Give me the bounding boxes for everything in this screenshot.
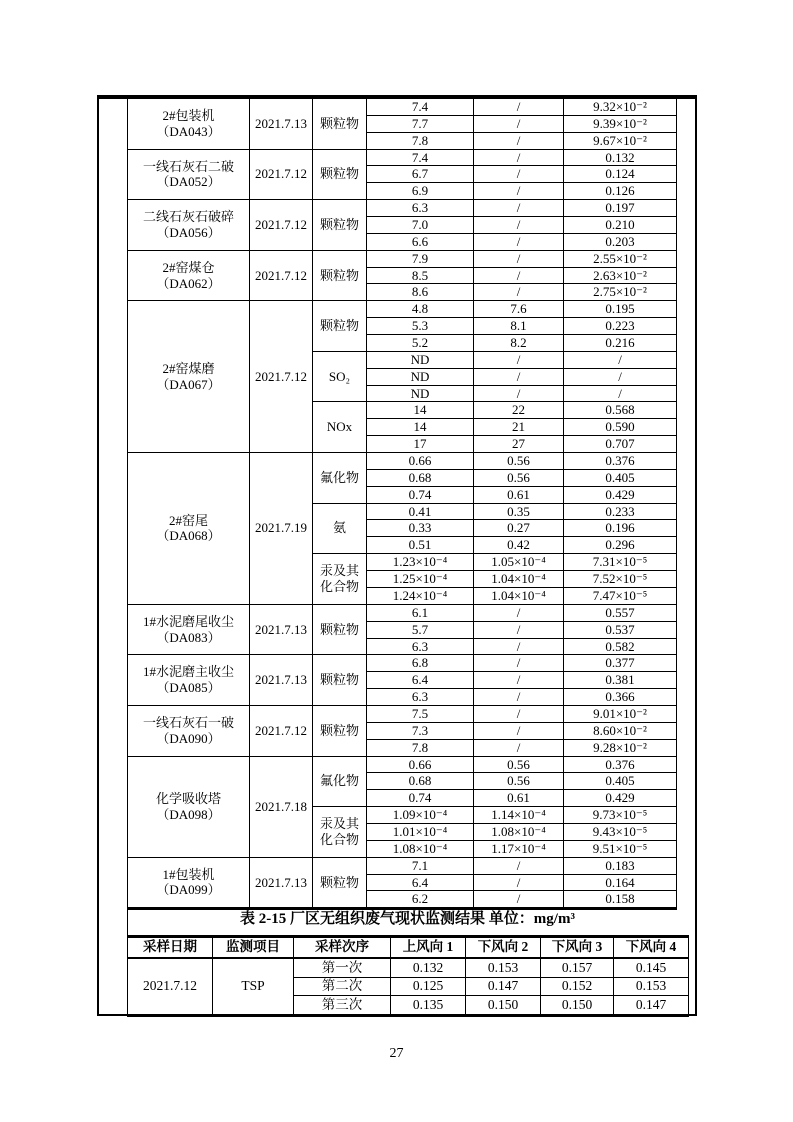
cell-line: （DA099） — [156, 882, 221, 898]
value-cell: 8.1 — [474, 318, 564, 335]
value-cell: / — [474, 267, 564, 284]
source-name-cell — [128, 301, 250, 453]
column-header-cell: 下风向 2 — [466, 937, 541, 959]
value-cell: 5.2 — [367, 335, 474, 352]
value-cell: 6.3 — [367, 689, 474, 706]
value-cell: 0.152 — [541, 977, 614, 996]
value-cell: / — [474, 217, 564, 234]
sampling-date-cell: 2021.7.13 — [250, 604, 313, 655]
value-cell: / — [474, 183, 564, 200]
pollutant-cell — [313, 402, 367, 453]
value-cell: / — [474, 857, 564, 874]
cell-line: 化学吸收塔 — [155, 790, 221, 806]
fugitive-data-row — [128, 958, 689, 977]
value-cell: 0.377 — [564, 655, 677, 672]
value-cell: 0.150 — [541, 996, 614, 1016]
value-cell: 0.203 — [564, 233, 677, 250]
cell-line: （DA056） — [156, 224, 221, 240]
value-cell: 7.8 — [367, 132, 474, 149]
value-cell: 7.8 — [367, 739, 474, 756]
value-cell: 7.47×10⁻⁵ — [564, 587, 677, 604]
sampling-date-cell: 2021.7.13 — [250, 857, 313, 909]
value-cell: 9.73×10⁻⁵ — [564, 807, 677, 824]
cell-line: 1#水泥磨尾收尘 — [142, 613, 234, 629]
value-cell: 0.376 — [564, 453, 677, 470]
sampling-date-cell: 2021.7.12 — [250, 705, 313, 756]
value-cell: 1.01×10⁻⁴ — [367, 823, 474, 840]
cell-line: 颗粒物 — [319, 166, 359, 182]
monitoring-row — [128, 250, 677, 267]
value-cell: 第三次 — [294, 996, 391, 1016]
cell-line: 2#窑煤仓 — [162, 259, 215, 275]
value-cell: 1.23×10⁻⁴ — [367, 554, 474, 571]
column-header-cell: 采样次序 — [294, 937, 391, 959]
sampling-date-cell: 2021.7.12 — [250, 301, 313, 453]
value-cell: 14 — [367, 402, 474, 419]
sampling-date-cell: 2021.7.12 — [250, 149, 313, 200]
value-cell: 0.233 — [564, 503, 677, 520]
value-cell: 0.707 — [564, 436, 677, 453]
value-cell: / — [564, 368, 677, 385]
value-cell: 0.51 — [367, 537, 474, 554]
cell-line: 氨 — [332, 520, 346, 536]
column-header-cell: 监测项目 — [213, 937, 294, 959]
pollutant-cell — [313, 200, 367, 251]
value-cell: 0.41 — [367, 503, 474, 520]
value-cell: / — [474, 874, 564, 891]
pollutant-cell — [313, 97, 367, 149]
value-cell: 7.4 — [367, 149, 474, 166]
value-cell: 1.14×10⁻⁴ — [474, 807, 564, 824]
value-cell: 0.42 — [474, 537, 564, 554]
value-cell: 0.56 — [474, 469, 564, 486]
value-cell: 0.68 — [367, 469, 474, 486]
value-cell: / — [474, 97, 564, 115]
value-cell: 2.55×10⁻² — [564, 250, 677, 267]
monitored-item-cell: TSP — [213, 958, 294, 1015]
value-cell: / — [474, 368, 564, 385]
value-cell: 27 — [474, 436, 564, 453]
monitoring-row — [128, 301, 677, 318]
column-header-cell: 采样日期 — [128, 937, 213, 959]
monitoring-row — [128, 705, 677, 722]
pollutant-cell — [313, 554, 367, 605]
value-cell: 1.08×10⁻⁴ — [474, 823, 564, 840]
pollutant-cell — [313, 756, 367, 807]
value-cell: / — [474, 638, 564, 655]
value-cell: 17 — [367, 436, 474, 453]
cell-line: 2#包装机 — [162, 107, 215, 123]
value-cell: 0.164 — [564, 874, 677, 891]
column-header-cell: 上风向 1 — [391, 937, 466, 959]
value-cell: 0.66 — [367, 756, 474, 773]
source-name-cell — [128, 655, 250, 706]
value-cell: 0.195 — [564, 301, 677, 318]
sampling-date-cell: 2021.7.12 — [250, 250, 313, 301]
value-cell: 0.557 — [564, 604, 677, 621]
value-cell: 0.366 — [564, 689, 677, 706]
value-cell: 8.2 — [474, 335, 564, 352]
value-cell: 7.31×10⁻⁵ — [564, 554, 677, 571]
cell-line: （DA085） — [156, 680, 221, 696]
source-name-cell — [128, 453, 250, 605]
monitoring-row — [128, 857, 677, 874]
value-cell: 6.3 — [367, 638, 474, 655]
cell-line: 氟化物 — [319, 469, 359, 485]
monitoring-row — [128, 655, 677, 672]
value-cell: 6.4 — [367, 672, 474, 689]
value-cell: 8.6 — [367, 284, 474, 301]
value-cell: 0.376 — [564, 756, 677, 773]
value-cell: 1.04×10⁻⁴ — [474, 587, 564, 604]
value-cell: / — [474, 891, 564, 909]
source-name-cell — [128, 857, 250, 909]
source-name-cell — [128, 250, 250, 301]
value-cell: 第二次 — [294, 977, 391, 996]
value-cell: 0.56 — [474, 453, 564, 470]
value-cell: 9.39×10⁻² — [564, 115, 677, 132]
value-cell: 6.1 — [367, 604, 474, 621]
pollutant-cell — [313, 301, 367, 352]
value-cell: 0.66 — [367, 453, 474, 470]
value-cell: 8.60×10⁻² — [564, 722, 677, 739]
value-cell: 0.132 — [391, 958, 466, 977]
pollutant-cell — [313, 604, 367, 655]
value-cell: 0.135 — [391, 996, 466, 1016]
value-cell: 0.223 — [564, 318, 677, 335]
value-cell: 0.197 — [564, 200, 677, 217]
cell-line: 汞及其 — [319, 816, 359, 832]
cell-line: 化合物 — [319, 831, 359, 847]
cell-line: （DA090） — [156, 730, 221, 746]
cell-line: NOx — [326, 419, 353, 435]
value-cell: / — [474, 250, 564, 267]
value-cell: 6.2 — [367, 891, 474, 909]
value-cell: 0.124 — [564, 166, 677, 183]
value-cell: 1.09×10⁻⁴ — [367, 807, 474, 824]
value-cell: 5.3 — [367, 318, 474, 335]
fugitive-header-row — [128, 937, 689, 959]
value-cell: / — [474, 115, 564, 132]
monitoring-row — [128, 604, 677, 621]
cell-line: 二线石灰石破碎 — [142, 209, 234, 225]
column-header-cell: 下风向 4 — [614, 937, 689, 959]
cell-line: 氟化物 — [319, 773, 359, 789]
value-cell: 0.61 — [474, 486, 564, 503]
source-name-cell — [128, 604, 250, 655]
monitoring-row — [128, 756, 677, 773]
value-cell: 0.74 — [367, 790, 474, 807]
value-cell: 0.568 — [564, 402, 677, 419]
sample-date-cell: 2021.7.12 — [128, 958, 213, 1015]
value-cell: 1.08×10⁻⁴ — [367, 840, 474, 857]
monitoring-results-table — [127, 95, 677, 910]
value-cell: 2.75×10⁻² — [564, 284, 677, 301]
value-cell: 0.405 — [564, 773, 677, 790]
value-cell: 7.52×10⁻⁵ — [564, 571, 677, 588]
value-cell: / — [474, 705, 564, 722]
value-cell: 0.27 — [474, 520, 564, 537]
value-cell: / — [474, 604, 564, 621]
value-cell: 21 — [474, 419, 564, 436]
value-cell: 2.63×10⁻² — [564, 267, 677, 284]
source-name-cell — [128, 97, 250, 149]
cell-line: （DA067） — [156, 376, 221, 392]
value-cell: 0.582 — [564, 638, 677, 655]
pollutant-cell — [313, 351, 367, 402]
source-name-cell — [128, 756, 250, 857]
value-cell: 0.126 — [564, 183, 677, 200]
value-cell: 9.28×10⁻² — [564, 739, 677, 756]
value-cell: 0.61 — [474, 790, 564, 807]
value-cell: 0.429 — [564, 486, 677, 503]
value-cell: 0.56 — [474, 756, 564, 773]
sampling-date-cell: 2021.7.19 — [250, 453, 313, 605]
value-cell: 0.196 — [564, 520, 677, 537]
value-cell: 0.157 — [541, 958, 614, 977]
value-cell: 5.7 — [367, 621, 474, 638]
value-cell: / — [474, 233, 564, 250]
value-cell: / — [474, 351, 564, 368]
value-cell: / — [474, 200, 564, 217]
value-cell: 9.51×10⁻⁵ — [564, 840, 677, 857]
value-cell: 14 — [367, 419, 474, 436]
pollutant-cell — [313, 503, 367, 554]
value-cell: / — [474, 672, 564, 689]
value-cell: / — [474, 132, 564, 149]
cell-line: 一线石灰石二破 — [142, 158, 234, 174]
value-cell: / — [474, 149, 564, 166]
sampling-date-cell: 2021.7.13 — [250, 655, 313, 706]
cell-line: （DA098） — [156, 806, 221, 822]
value-cell: 4.8 — [367, 301, 474, 318]
value-cell: 1.17×10⁻⁴ — [474, 840, 564, 857]
cell-line: 颗粒物 — [319, 672, 359, 688]
cell-line: 颗粒物 — [319, 267, 359, 283]
value-cell: 9.67×10⁻² — [564, 132, 677, 149]
value-cell: 0.158 — [564, 891, 677, 909]
cell-line: SO₂ — [328, 368, 351, 384]
monitoring-row — [128, 97, 677, 115]
value-cell: 0.150 — [466, 996, 541, 1016]
value-cell: / — [474, 689, 564, 706]
value-cell: 7.0 — [367, 217, 474, 234]
value-cell: 6.4 — [367, 874, 474, 891]
cell-line: （DA068） — [156, 528, 221, 544]
value-cell: 1.24×10⁻⁴ — [367, 587, 474, 604]
value-cell: / — [564, 351, 677, 368]
value-cell: ND — [367, 351, 474, 368]
value-cell: 7.4 — [367, 97, 474, 115]
source-name-cell — [128, 149, 250, 200]
sampling-date-cell: 2021.7.18 — [250, 756, 313, 857]
value-cell: 7.1 — [367, 857, 474, 874]
value-cell: 6.9 — [367, 183, 474, 200]
cell-line: （DA043） — [156, 123, 221, 139]
pollutant-cell — [313, 857, 367, 909]
value-cell: 9.32×10⁻² — [564, 97, 677, 115]
value-cell: 0.147 — [614, 996, 689, 1016]
value-cell: 0.74 — [367, 486, 474, 503]
value-cell: 0.381 — [564, 672, 677, 689]
value-cell: / — [474, 722, 564, 739]
cell-line: 1#包装机 — [162, 866, 215, 882]
value-cell: 0.125 — [391, 977, 466, 996]
pollutant-cell — [313, 807, 367, 858]
cell-line: 颗粒物 — [319, 318, 359, 334]
pollutant-cell — [313, 149, 367, 200]
value-cell: 0.153 — [614, 977, 689, 996]
value-cell: ND — [367, 385, 474, 402]
value-cell: 7.7 — [367, 115, 474, 132]
value-cell: 7.5 — [367, 705, 474, 722]
fugitive-emissions-table — [127, 935, 689, 1017]
pollutant-cell — [313, 250, 367, 301]
table-2-15-title: 表 2-15 厂区无组织废气现状监测结果 单位：mg/m³ — [240, 911, 575, 927]
value-cell: / — [474, 284, 564, 301]
value-cell: 6.8 — [367, 655, 474, 672]
value-cell: 1.04×10⁻⁴ — [474, 571, 564, 588]
value-cell: 0.537 — [564, 621, 677, 638]
pollutant-cell — [313, 453, 367, 504]
value-cell: 第一次 — [294, 958, 391, 977]
value-cell: 0.33 — [367, 520, 474, 537]
cell-line: 2#窑煤磨 — [162, 360, 215, 376]
source-name-cell — [128, 200, 250, 251]
cell-line: 颗粒物 — [319, 621, 359, 637]
value-cell: / — [564, 385, 677, 402]
cell-line: 化合物 — [319, 578, 359, 594]
value-cell: 0.429 — [564, 790, 677, 807]
value-cell: 6.6 — [367, 233, 474, 250]
cell-line: 一线石灰石一破 — [142, 714, 234, 730]
cell-line: 颗粒物 — [319, 722, 359, 738]
value-cell: 0.145 — [614, 958, 689, 977]
value-cell: 0.405 — [564, 469, 677, 486]
value-cell: 6.7 — [367, 166, 474, 183]
value-cell: / — [474, 385, 564, 402]
cell-line: 2#窑尾 — [168, 512, 208, 528]
value-cell: 1.25×10⁻⁴ — [367, 571, 474, 588]
value-cell: 0.590 — [564, 419, 677, 436]
cell-line: （DA062） — [156, 275, 221, 291]
value-cell: 0.296 — [564, 537, 677, 554]
value-cell: 7.6 — [474, 301, 564, 318]
value-cell: 7.3 — [367, 722, 474, 739]
value-cell: 0.216 — [564, 335, 677, 352]
cell-line: （DA083） — [156, 629, 221, 645]
value-cell: / — [474, 655, 564, 672]
value-cell: 7.9 — [367, 250, 474, 267]
value-cell: 22 — [474, 402, 564, 419]
cell-line: 颗粒物 — [319, 217, 359, 233]
cell-line: （DA052） — [156, 174, 221, 190]
pollutant-cell — [313, 655, 367, 706]
value-cell: 9.01×10⁻² — [564, 705, 677, 722]
value-cell: / — [474, 621, 564, 638]
cell-line: 汞及其 — [319, 563, 359, 579]
value-cell: 0.56 — [474, 773, 564, 790]
column-header-cell: 下风向 3 — [541, 937, 614, 959]
value-cell: 0.183 — [564, 857, 677, 874]
value-cell: 0.147 — [466, 977, 541, 996]
sampling-date-cell: 2021.7.12 — [250, 200, 313, 251]
value-cell: 0.35 — [474, 503, 564, 520]
value-cell: 1.05×10⁻⁴ — [474, 554, 564, 571]
cell-line: 1#水泥磨主收尘 — [142, 664, 234, 680]
cell-line: 颗粒物 — [319, 874, 359, 890]
value-cell: 6.3 — [367, 200, 474, 217]
value-cell: 0.153 — [466, 958, 541, 977]
value-cell: / — [474, 166, 564, 183]
monitoring-row — [128, 200, 677, 217]
sampling-date-cell: 2021.7.13 — [250, 97, 313, 149]
source-name-cell — [128, 705, 250, 756]
value-cell: 8.5 — [367, 267, 474, 284]
value-cell: 9.43×10⁻⁵ — [564, 823, 677, 840]
value-cell: ND — [367, 368, 474, 385]
page-number: 27 — [389, 1046, 404, 1061]
pollutant-cell — [313, 705, 367, 756]
monitoring-row — [128, 149, 677, 166]
monitoring-row — [128, 453, 677, 470]
value-cell: 0.132 — [564, 149, 677, 166]
value-cell: 0.68 — [367, 773, 474, 790]
cell-line: 颗粒物 — [319, 115, 359, 131]
value-cell: 0.210 — [564, 217, 677, 234]
value-cell: / — [474, 739, 564, 756]
